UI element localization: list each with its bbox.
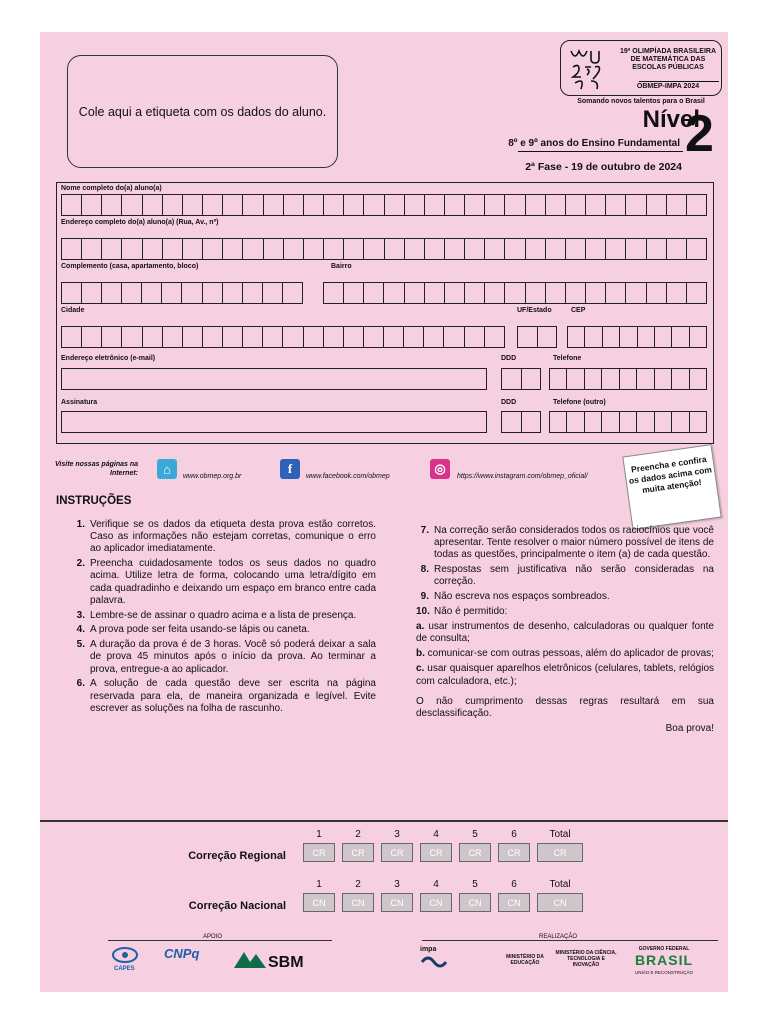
char-cell[interactable] <box>565 195 585 215</box>
state-label: UF/Estado <box>517 307 552 314</box>
char-cell[interactable] <box>242 195 262 215</box>
instruction-number: 6. <box>76 678 85 690</box>
instruction-item <box>72 610 376 622</box>
char-cell[interactable] <box>121 283 141 303</box>
complement-label: Complemento (casa, apartamento, bloco) <box>61 263 199 270</box>
instruction-text: Preencha cuidadosamente todos os seus dados no quadro acima. Utilize letra de forma, colocando uma letra/dígito em cada quadradinho e deixando um espaço em branco entre cada palavra. <box>90 558 376 606</box>
instruction-text: Lembre-se de assinar o quadro acima e a lista de presença. <box>90 609 357 621</box>
sbm-logo-icon <box>234 950 266 968</box>
char-cell[interactable] <box>625 283 645 303</box>
complement-field[interactable] <box>61 282 303 304</box>
char-cell[interactable] <box>636 412 653 432</box>
instruction-item <box>72 624 376 636</box>
char-cell[interactable] <box>363 195 383 215</box>
logo-line-1: 19ª OLIMPÍADA BRASILEIRA <box>619 48 717 55</box>
grade-box[interactable]: CN <box>303 893 335 912</box>
cnpq-logo: CNPq <box>164 946 200 961</box>
char-cell[interactable] <box>363 239 383 259</box>
char-cell[interactable] <box>601 369 618 389</box>
char-cell[interactable] <box>343 195 363 215</box>
rule-c: c. usar quaisquer aparelhos eletrônicos (celulares, tablets, relógios com calculadora, etc.); <box>416 663 715 687</box>
grade-box[interactable]: CR <box>459 843 491 862</box>
district-label: Bairro <box>331 263 352 270</box>
instruction-number: 9. <box>420 591 429 603</box>
char-cell[interactable] <box>686 239 706 259</box>
char-cell[interactable] <box>666 283 686 303</box>
char-cell[interactable] <box>619 327 636 347</box>
exam-phase-date: 2ª Fase - 19 de outubro de 2024 <box>525 161 682 173</box>
instruction-item <box>72 639 376 676</box>
phone2-field[interactable] <box>549 411 707 433</box>
grade-column-header: 6 <box>511 879 517 890</box>
char-cell[interactable] <box>263 239 283 259</box>
char-cell[interactable] <box>566 412 583 432</box>
grade-column-header: 5 <box>472 829 478 840</box>
student-data-form <box>56 182 714 444</box>
instruction-item <box>72 519 376 556</box>
char-cell[interactable] <box>585 239 605 259</box>
national-label: Correção Nacional <box>188 900 286 912</box>
char-cell[interactable] <box>565 239 585 259</box>
char-cell[interactable] <box>464 195 484 215</box>
char-cell[interactable] <box>81 283 101 303</box>
char-cell[interactable] <box>671 327 688 347</box>
char-cell[interactable] <box>504 195 524 215</box>
char-cell[interactable] <box>525 283 545 303</box>
instruction-number: 10. <box>416 606 430 617</box>
char-cell[interactable] <box>484 283 504 303</box>
grade-box[interactable]: CN <box>498 893 530 912</box>
impa-logo: impa <box>420 946 437 953</box>
char-cell[interactable] <box>521 412 541 432</box>
char-cell[interactable] <box>182 195 202 215</box>
char-cell[interactable] <box>689 412 706 432</box>
phone-field[interactable] <box>549 368 707 390</box>
grade-box[interactable]: CN <box>381 893 413 912</box>
instruction-number: 4. <box>76 624 85 636</box>
char-cell[interactable] <box>537 327 557 347</box>
char-cell[interactable] <box>242 283 262 303</box>
char-cell[interactable] <box>646 283 666 303</box>
char-cell[interactable] <box>584 412 601 432</box>
char-cell[interactable] <box>404 239 424 259</box>
cep-field[interactable] <box>567 326 707 348</box>
instructions-title: INSTRUÇÕES <box>56 495 132 507</box>
signature-label: Assinatura <box>61 399 98 406</box>
char-cell[interactable] <box>464 239 484 259</box>
char-cell[interactable] <box>602 327 619 347</box>
instruction-number: 8. <box>420 564 429 576</box>
ddd-field[interactable] <box>501 368 541 390</box>
char-cell[interactable] <box>666 195 686 215</box>
char-cell[interactable] <box>686 283 706 303</box>
char-cell[interactable] <box>303 327 323 347</box>
char-cell[interactable] <box>646 239 666 259</box>
logo-line-2: DE MATEMÁTICA DAS <box>630 56 706 63</box>
char-cell[interactable] <box>81 327 101 347</box>
char-cell[interactable] <box>383 327 403 347</box>
char-cell[interactable] <box>545 195 565 215</box>
char-cell[interactable] <box>242 327 262 347</box>
char-cell[interactable] <box>504 283 524 303</box>
char-cell[interactable] <box>521 369 541 389</box>
logo-line-3: ESCOLAS PÚBLICAS <box>632 64 704 71</box>
char-cell[interactable] <box>363 327 383 347</box>
char-cell[interactable] <box>605 195 625 215</box>
char-cell[interactable] <box>423 327 443 347</box>
char-cell[interactable] <box>182 239 202 259</box>
grade-column-header: 3 <box>394 879 400 890</box>
char-cell[interactable] <box>671 369 688 389</box>
grade-box[interactable]: CR <box>381 843 413 862</box>
char-cell[interactable] <box>202 195 222 215</box>
grade-box[interactable]: CR <box>498 843 530 862</box>
char-cell[interactable] <box>424 195 444 215</box>
char-cell[interactable] <box>222 283 242 303</box>
char-cell[interactable] <box>323 283 343 303</box>
apoio-line <box>108 940 332 941</box>
char-cell[interactable] <box>202 283 222 303</box>
char-cell[interactable] <box>101 195 121 215</box>
obmep-mark-icon <box>567 45 613 91</box>
email-label: Endereço eletrônico (e-mail) <box>61 355 156 362</box>
realizacao-label: REALIZAÇÃO <box>536 934 580 940</box>
mcti-logo: MINISTÉRIO DA CIÊNCIA, TECNOLOGIA E INOVAÇÃO <box>555 950 617 968</box>
grade-column-header: Total <box>549 879 571 890</box>
char-cell[interactable] <box>484 327 504 347</box>
char-cell[interactable] <box>101 327 121 347</box>
char-cell[interactable] <box>121 195 141 215</box>
char-cell[interactable] <box>484 195 504 215</box>
impa-mark-icon <box>420 954 448 970</box>
grade-column-header: 6 <box>511 829 517 840</box>
char-cell[interactable] <box>654 327 671 347</box>
char-cell[interactable] <box>637 327 654 347</box>
char-cell[interactable] <box>501 369 521 389</box>
email-field[interactable] <box>61 368 487 390</box>
state-field[interactable] <box>517 326 557 348</box>
char-cell[interactable] <box>343 327 363 347</box>
char-cell[interactable] <box>636 369 653 389</box>
char-cell[interactable] <box>549 412 566 432</box>
char-cell[interactable] <box>444 283 464 303</box>
grade-box[interactable]: CR <box>420 843 452 862</box>
grade-column-header: 4 <box>433 829 439 840</box>
char-cell[interactable] <box>549 369 566 389</box>
instruction-number: 5. <box>76 639 85 651</box>
instruction-number: 7. <box>420 525 429 536</box>
ddd-label: DDD <box>501 355 517 362</box>
char-cell[interactable] <box>142 195 162 215</box>
instruction-text: Respostas sem justificativa não serão consideradas na correção. <box>434 564 714 588</box>
sticky-note: Preencha e confira os dados acima com muita atenção! <box>622 444 721 530</box>
level-divider <box>518 151 683 152</box>
char-cell[interactable] <box>61 327 81 347</box>
char-cell[interactable] <box>584 369 601 389</box>
char-cell[interactable] <box>501 412 521 432</box>
char-cell[interactable] <box>545 239 565 259</box>
instagram-icon[interactable]: ◎ <box>430 459 450 479</box>
name-field[interactable] <box>61 194 707 216</box>
char-cell[interactable] <box>384 195 404 215</box>
char-cell[interactable] <box>121 327 141 347</box>
char-cell[interactable] <box>424 239 444 259</box>
address-field[interactable] <box>61 238 707 260</box>
char-cell[interactable] <box>565 283 585 303</box>
char-cell[interactable] <box>202 239 222 259</box>
char-cell[interactable] <box>689 369 706 389</box>
instruction-text: A duração da prova é de 3 horas. Você só poderá deixar a sala de prova 45 minutos após o início da prova. Ao terminar a prova, entregue-a ao aplicador. <box>90 639 376 675</box>
grade-column-header: 3 <box>394 829 400 840</box>
char-cell[interactable] <box>545 283 565 303</box>
instruction-number: 1. <box>76 519 85 530</box>
phone2-label: Telefone (outro) <box>553 399 606 406</box>
char-cell[interactable] <box>424 283 444 303</box>
instructions-right <box>416 525 714 735</box>
char-cell[interactable] <box>444 195 464 215</box>
char-cell[interactable] <box>283 195 303 215</box>
char-cell[interactable] <box>566 369 583 389</box>
instruction-number: 2. <box>76 558 85 570</box>
instruction-item <box>72 558 376 607</box>
instruction-text: Não escreva nos espaços sombreados. <box>434 591 610 603</box>
char-cell[interactable] <box>263 195 283 215</box>
char-cell[interactable] <box>671 412 688 432</box>
char-cell[interactable] <box>646 195 666 215</box>
regional-label: Correção Regional <box>188 850 286 862</box>
char-cell[interactable] <box>689 327 706 347</box>
char-cell[interactable] <box>222 239 242 259</box>
char-cell[interactable] <box>384 239 404 259</box>
grade-column-header: 2 <box>355 879 361 890</box>
grade-column-header: 1 <box>316 829 322 840</box>
char-cell[interactable] <box>222 327 242 347</box>
instruction-text: Verifique se os dados da etiqueta desta prova estão corretos. Caso as informações não estejam corretas, comunique o erro ao aplicador imediatamente. <box>90 519 376 555</box>
char-cell[interactable] <box>525 239 545 259</box>
instruction-item <box>416 606 714 618</box>
char-cell[interactable] <box>202 327 222 347</box>
instruction-text: A prova pode ser feita usando-se lápis ou caneta. <box>90 624 310 636</box>
level-subtitle: 8º e 9º anos do Ensino Fundamental <box>508 138 680 149</box>
char-cell[interactable] <box>666 239 686 259</box>
grade-column-header: Total <box>549 829 571 840</box>
char-cell[interactable] <box>303 195 323 215</box>
grade-box[interactable]: CN <box>459 893 491 912</box>
char-cell[interactable] <box>625 195 645 215</box>
char-cell[interactable] <box>282 327 302 347</box>
instruction-text: A solução de cada questão deve ser escrita na página reservada para ela, de maneira organizada e legível. Evite escrever as soluções na folha de rascunho. <box>90 678 376 714</box>
instruction-text: Não é permitido: <box>434 606 508 617</box>
obmep-logo <box>560 40 722 96</box>
char-cell[interactable] <box>464 327 484 347</box>
logo-edition: OBMEP-IMPA 2024 <box>636 83 700 90</box>
instruction-item <box>416 564 714 588</box>
realizacao-line <box>422 940 718 941</box>
city-label: Cidade <box>61 307 85 314</box>
grade-box[interactable]: CR <box>342 843 374 862</box>
char-cell[interactable] <box>323 327 343 347</box>
char-cell[interactable] <box>444 239 464 259</box>
char-cell[interactable] <box>182 327 202 347</box>
char-cell[interactable] <box>121 239 141 259</box>
char-cell[interactable] <box>619 369 636 389</box>
char-cell[interactable] <box>686 195 706 215</box>
char-cell[interactable] <box>363 283 383 303</box>
char-cell[interactable] <box>262 327 282 347</box>
facebook-icon[interactable]: f <box>280 459 300 479</box>
grade-column-header: 1 <box>316 879 322 890</box>
apoio-label: APOIO <box>200 934 225 940</box>
char-cell[interactable] <box>525 195 545 215</box>
char-cell[interactable] <box>81 195 101 215</box>
good-luck: Boa prova! <box>665 723 714 735</box>
capes-logo-icon <box>112 946 138 964</box>
mec-logo: MINISTÉRIO DA EDUCAÇÃO <box>506 954 544 966</box>
level-title: Nível <box>642 106 700 133</box>
grade-box[interactable]: CR <box>537 843 583 862</box>
sbm-logo: SBM <box>268 954 304 971</box>
address-label: Endereço completo do(a) aluno(a) (Rua, Av., nº) <box>61 219 219 226</box>
instructions-left <box>72 519 376 718</box>
site-link[interactable]: www.obmep.org.br <box>183 473 242 480</box>
exam-cover-page <box>40 32 728 992</box>
phone-label: Telefone <box>553 355 582 362</box>
rule-b: b. comunicar-se com outras pessoas, além do aplicador de provas; <box>416 648 714 660</box>
instruction-item <box>72 678 376 715</box>
grade-column-header: 2 <box>355 829 361 840</box>
cep-label: CEP <box>571 307 586 314</box>
grade-box[interactable]: CN <box>420 893 452 912</box>
char-cell[interactable] <box>605 283 625 303</box>
char-cell[interactable] <box>242 239 262 259</box>
char-cell[interactable] <box>323 239 343 259</box>
char-cell[interactable] <box>283 239 303 259</box>
char-cell[interactable] <box>584 327 601 347</box>
char-cell[interactable] <box>323 195 343 215</box>
char-cell[interactable] <box>222 195 242 215</box>
grade-column-header: 4 <box>433 879 439 890</box>
char-cell[interactable] <box>101 283 121 303</box>
capes-label: CAPES <box>114 966 135 972</box>
student-label-area <box>67 55 338 168</box>
char-cell[interactable] <box>383 283 403 303</box>
logo-tagline: Somando novos talentos para o Brasil <box>577 98 705 105</box>
gov-label: GOVERNO FEDERAL <box>638 946 690 952</box>
closing-text: O não cumprimento dessas regras resultará em sua desclassificação. <box>416 695 714 720</box>
label-instruction: Cole aqui a etiqueta com os dados do aluno. <box>78 104 327 119</box>
char-cell[interactable] <box>343 239 363 259</box>
char-cell[interactable] <box>404 283 424 303</box>
char-cell[interactable] <box>443 327 463 347</box>
char-cell[interactable] <box>484 239 504 259</box>
instruction-number: 3. <box>76 609 85 621</box>
instruction-text: Na correção serão considerados todos os raciocínios que você apresentar. Tente resolver o maior número possível de itens de todas as questões, principalmente o item (a) de cada questão. <box>434 525 714 561</box>
char-cell[interactable] <box>142 327 162 347</box>
level-number: 2 <box>685 105 714 163</box>
char-cell[interactable] <box>141 283 161 303</box>
char-cell[interactable] <box>61 239 81 259</box>
gov-sub: UNIÃO E RECONSTRUÇÃO <box>634 970 693 975</box>
char-cell[interactable] <box>404 195 424 215</box>
char-cell[interactable] <box>654 412 671 432</box>
char-cell[interactable] <box>619 412 636 432</box>
char-cell[interactable] <box>303 239 323 259</box>
char-cell[interactable] <box>262 283 282 303</box>
city-field[interactable] <box>61 326 505 348</box>
char-cell[interactable] <box>585 283 605 303</box>
brasil-logo: BRASIL <box>634 952 694 968</box>
instruction-item <box>416 591 714 603</box>
char-cell[interactable] <box>504 239 524 259</box>
char-cell[interactable] <box>601 412 618 432</box>
char-cell[interactable] <box>61 195 81 215</box>
grade-column-header: 5 <box>472 879 478 890</box>
char-cell[interactable] <box>343 283 363 303</box>
grade-box[interactable]: CN <box>342 893 374 912</box>
char-cell[interactable] <box>464 283 484 303</box>
home-icon[interactable]: ⌂ <box>157 459 177 479</box>
char-cell[interactable] <box>162 239 182 259</box>
name-label: Nome completo do(a) aluno(a) <box>61 185 162 192</box>
char-cell[interactable] <box>101 239 121 259</box>
facebook-link[interactable]: www.facebook.com/obmep <box>306 473 390 480</box>
char-cell[interactable] <box>282 283 302 303</box>
char-cell[interactable] <box>605 239 625 259</box>
grade-box[interactable]: CR <box>303 843 335 862</box>
char-cell[interactable] <box>517 327 537 347</box>
char-cell[interactable] <box>654 369 671 389</box>
instagram-link[interactable]: https://www.instagram.com/obmep_oficial/ <box>457 473 588 480</box>
grading-divider <box>40 820 728 822</box>
char-cell[interactable] <box>181 283 201 303</box>
logo-divider <box>639 81 719 82</box>
char-cell[interactable] <box>162 195 182 215</box>
char-cell[interactable] <box>142 239 162 259</box>
district-field[interactable] <box>323 282 707 304</box>
ddd2-label: DDD <box>501 399 517 406</box>
visit-pages-label: Visite nossas páginas na Internet: <box>55 461 138 477</box>
instruction-item <box>416 525 714 562</box>
rule-a: a. usar instrumentos de desenho, calculadoras ou qualquer fonte de consulta; <box>416 620 714 644</box>
char-cell[interactable] <box>61 283 81 303</box>
grade-box[interactable]: CN <box>537 893 583 912</box>
ddd2-field[interactable] <box>501 411 541 433</box>
signature-field[interactable] <box>61 411 487 433</box>
char-cell[interactable] <box>403 327 423 347</box>
char-cell[interactable] <box>625 239 645 259</box>
char-cell[interactable] <box>567 327 584 347</box>
char-cell[interactable] <box>81 239 101 259</box>
char-cell[interactable] <box>162 327 182 347</box>
char-cell[interactable] <box>161 283 181 303</box>
char-cell[interactable] <box>585 195 605 215</box>
